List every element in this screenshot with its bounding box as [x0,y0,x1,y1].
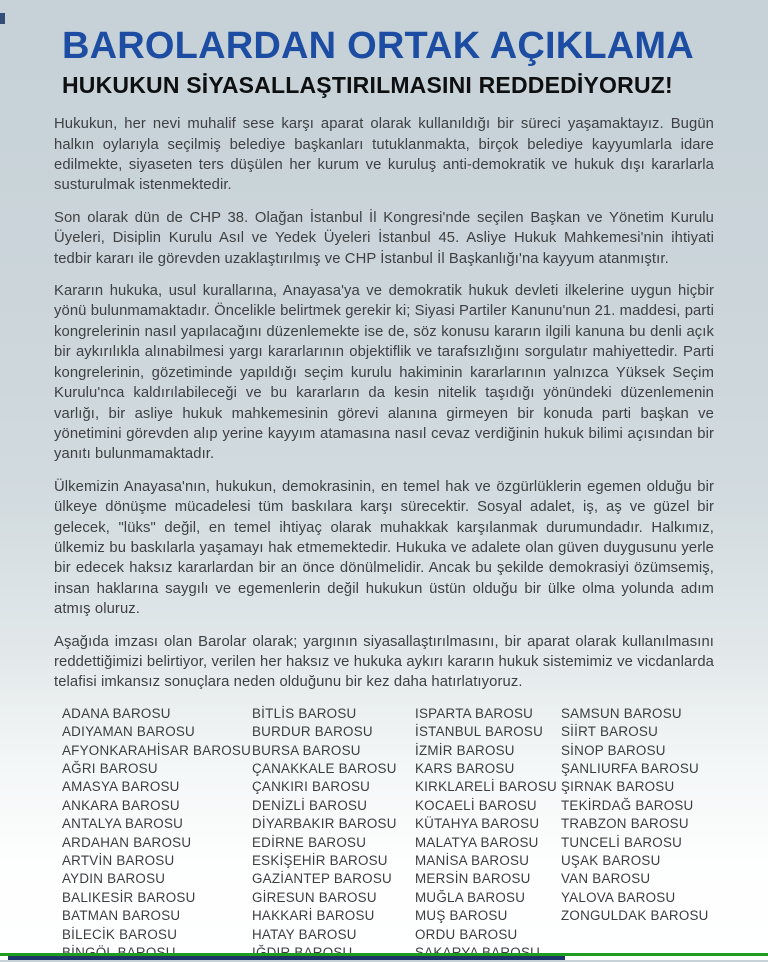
statement-paragraph: Son olarak dün de CHP 38. Olağan İstanbul İl Kongresi'nde seçilen Başkan ve Yönetim Kurulu Üyeleri, Disiplin Kurulu Asıl ve Yedek Üyeleri İstanbul 45. Asliye Hukuk Mahkemesi'nin ihtiyati tedbir kararı ile görevden uzaklaştırılmış ve CHP İstanbul İl Başkanlığı'na kayyum atanmıştır. [54,209,714,267]
signatory-item: SAMSUN BAROSU [561,705,682,721]
signatory-item: BİLECİK BAROSU [62,926,178,942]
signatory-item: MUĞLA BAROSU [415,889,526,905]
signatory-column-2 [252,705,415,962]
signatory-item: AĞRI BAROSU [62,761,158,777]
signatory-item: UŞAK BAROSU [561,853,661,869]
signatory-item: ZONGULDAK BAROSU [561,908,709,924]
signatory-item: MALATYA BAROSU [415,834,539,850]
signatory-item: ARTVİN BAROSU [62,853,175,869]
signatory-item: BURSA BAROSU [252,742,361,758]
signatory-item: ESKİŞEHİR BAROSU [252,853,388,869]
signatory-item: ŞIRNAK BAROSU [561,779,675,795]
signatory-item: YALOVA BAROSU [561,889,676,905]
left-edge-artifact [0,13,5,24]
signatory-item: SİNOP BAROSU [561,742,666,758]
signatory-item: AYDIN BAROSU [62,871,166,887]
signatory-item: İZMİR BAROSU [415,742,515,758]
signatory-item: MANİSA BAROSU [415,853,530,869]
signatory-item: GAZİANTEP BAROSU [252,871,392,887]
signatory-item: MUŞ BAROSU [415,908,508,924]
signatory-item: EDİRNE BAROSU [252,834,367,850]
footer-navy-bar [8,956,565,960]
signatory-item: ARDAHAN BAROSU [62,834,192,850]
signatory-item: AFYONKARAHİSAR BAROSU [62,742,252,758]
signatory-item: ANTALYA BAROSU [62,816,184,832]
signatory-item: TEKİRDAĞ BAROSU [561,797,694,813]
signatory-item: DENİZLİ BAROSU [252,797,368,813]
signatory-item: BİTLİS BAROSU [252,705,357,721]
signatory-column-4 [561,705,714,962]
signatory-item: KOCAELİ BAROSU [415,797,537,813]
signatory-column-3 [415,705,561,962]
signatory-item: AMASYA BAROSU [62,779,180,795]
signatory-item: VAN BAROSU [561,871,651,887]
statement-paragraph: Kararın hukuka, usul kurallarına, Anayasa'ya ve demokratik hukuk devleti ilkelerine uygun hiçbir yönü bulunmamaktadır. Öncelikle belirtmek gerekir ki; Siyasi Partiler Kanunu'nun 21. maddesi, parti kongrelerinin nasıl yapılacağını düzenlemekte ise de, söz konusu kararın ilgili kanuna bu denli açık bir aykırılıkla alınabilmesi yargı kararlarının objektiflik ve tarafsızlığını sorgulatır mahiyettedir. Parti kongrelerinin, gözetiminde yapıldığı seçim kurulu hakiminin kararlarının yalnızca Yüksek Seçim Kurulu'nca kaldırılabileceği ve bu kararların da kesin nitelik taşıdığı yönündeki düzenlemenin varlığı, bir asliye hukuk mahkemesinin görevi alanına girmeyen bir konuda parti başkan ve yönetimini görevden alıp yerine kayyım atamasına nasıl cevaz verdiğinin hukuk bilimi açısından bir yanıtı bulunmamaktadır. [54,283,714,463]
statement-paragraph: Hukukun, her nevi muhalif sese karşı aparat olarak kullanıldığı bir süreci yaşamaktayız. Bugün halkın oylarıyla seçilmiş belediye başkanları tutuklanmakta, birçok belediye kayyumlarla idare edilmekte, siyaseten ters düşülen her kurum ve kuruluş anti-demokratik ve hukuk dışı kararlarla susturulmak istenmektedir. [54,116,714,194]
signatory-item: ANKARA BAROSU [62,797,180,813]
signatory-item: BATMAN BAROSU [62,908,181,924]
signatory-item: KÜTAHYA BAROSU [415,816,540,832]
signatory-item: TUNCELİ BAROSU [561,834,683,850]
signatory-list [62,705,714,962]
signatory-item: KARS BAROSU [415,761,515,777]
page-title: BAROLARDAN ORTAK AÇIKLAMA [62,25,694,67]
statement-paragraphs [54,114,714,693]
statement-paragraph: Aşağıda imzası olan Barolar olarak; yargının siyasallaştırılmasını, bir aparat olarak kullanılmasını reddettiğimizi belirtiyor, verilen her haksız ve hukuka aykırı kararın hukuk sistemimiz ve vicdanlarda telafisi imkansız sonuçlara neden olduğunu bir kez daha hatırlatıyoruz. [54,633,714,691]
signatory-item: HATAY BAROSU [252,926,357,942]
signatory-item: KIRKLARELİ BAROSU [415,779,557,795]
signatory-item: HAKKARİ BAROSU [252,908,375,924]
signatory-item: TRABZON BAROSU [561,816,689,832]
signatory-item: ÇANAKKALE BAROSU [252,761,397,777]
signatory-item: BALIKESİR BAROSU [62,889,196,905]
signatory-item: DİYARBAKIR BAROSU [252,816,397,832]
signatory-item: GİRESUN BAROSU [252,889,377,905]
signatory-item: SİİRT BAROSU [561,724,659,740]
signatory-item: ISPARTA BAROSU [415,705,534,721]
signatory-column-1 [62,705,252,962]
signatory-item: İSTANBUL BAROSU [415,724,544,740]
signatory-item: MERSİN BAROSU [415,871,531,887]
signatory-item: ŞANLIURFA BAROSU [561,761,699,777]
statement-paragraph: Ülkemizin Anayasa'nın, hukukun, demokrasinin, en temel hak ve özgürlüklerin egemen olduğu bir ülkeye dönüşme mücadelesi tüm baskılara karşı sürecektir. Sosyal adalet, iş, aş ve güzel bir gelecek, "lüks" değil, en temel ihtiyaç olarak muhakkak karşılanmak durumundadır. Halkımız, ülkemiz bu baskılarla yaşamayı hak etmemektedir. Hukuka ve adalete olan güven duygusunu yerle bir edecek haksız kararlardan bir an önce dönülmelidir. Ancak bu şekilde demokrasiyi özümsemiş, insan haklarına saygılı ve egemenlerin değil hukukun üstün olduğu bir ülke olma yolunda adım atmış oluruz. [54,478,714,618]
page-subtitle: HUKUKUN SİYASALLAŞTIRILMASINI REDDEDİYORUZ! [62,71,673,98]
signatory-item: BURDUR BAROSU [252,724,373,740]
signatory-item: ÇANKIRI BAROSU [252,779,371,795]
signatory-item: ORDU BAROSU [415,926,518,942]
signatory-item: ADIYAMAN BAROSU [62,724,195,740]
signatory-item: ADANA BAROSU [62,705,171,721]
